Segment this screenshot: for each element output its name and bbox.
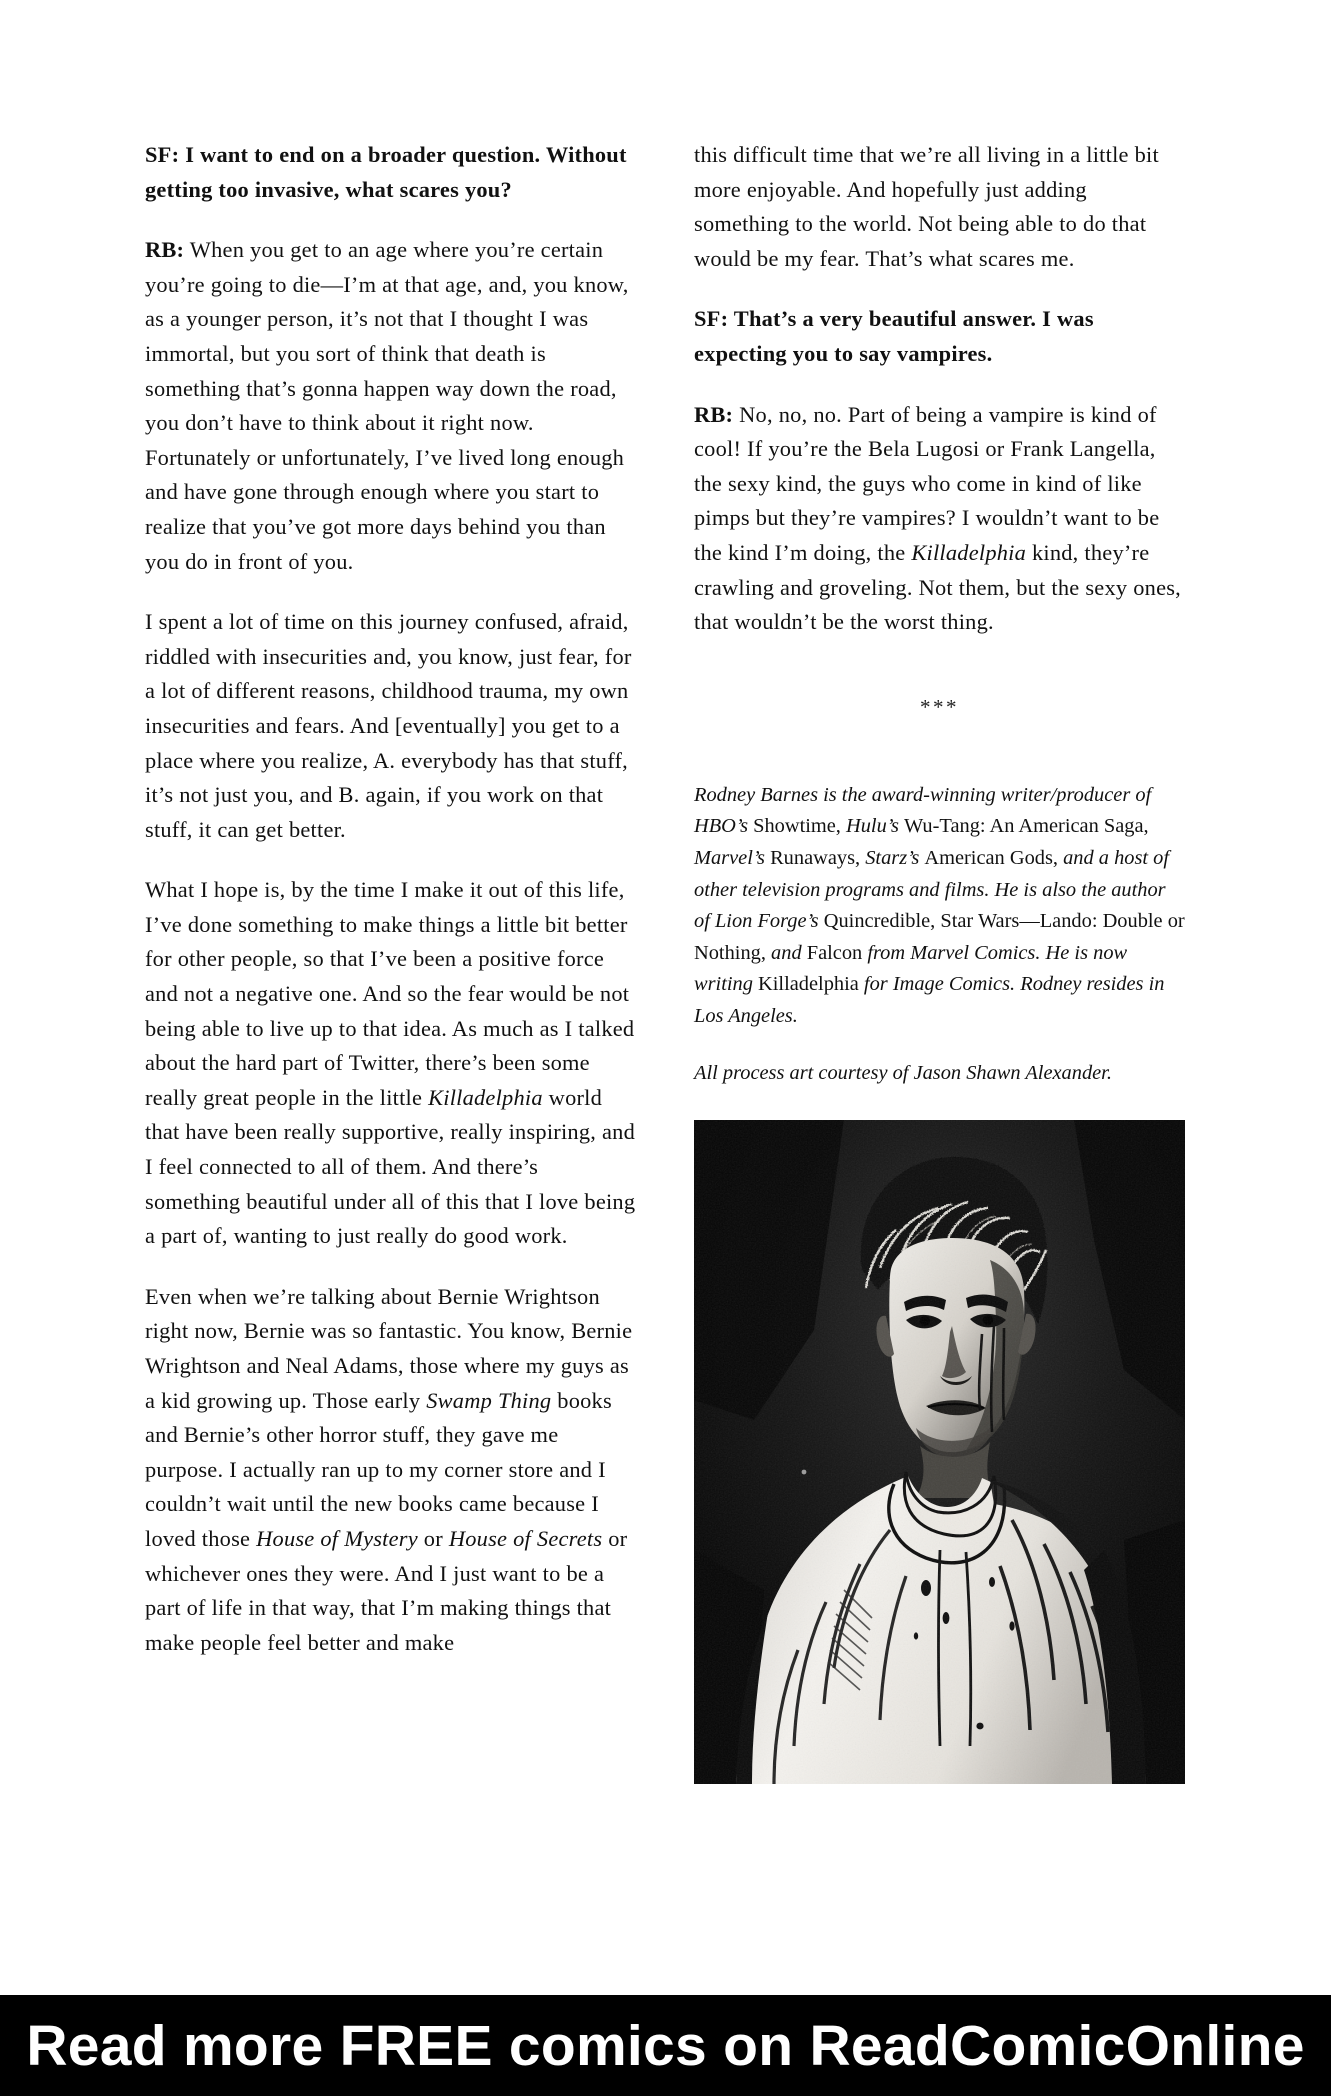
bio-segment-9: Quincredible, Star Wars—Lando: Double or Nothing,: [694, 910, 1185, 964]
answer-text-pre: No, no, no. Part of being a vampire is kind of cool! If you’re the Bela Lugosi or Frank Langella, the sexy kind, the guys who come in kind of like pimps but they’re vampires? I wouldn’t want to be the kind I’m doing, the: [694, 401, 1160, 565]
answer-text-pre: What I hope is, by the time I make it out of this life, I’ve done something to make things a little bit better for other people, so that I’ve been a positive force and not a negative one. And so the fear would be not being able to live up to that idea. As much as I talked about the hard part of Twitter, there’s been some really great people in the little: [145, 877, 635, 1110]
answer-text-mid-2: or: [417, 1525, 449, 1551]
author-bio: [694, 780, 1185, 1033]
bio-segment-4: Marvel’s: [694, 846, 771, 869]
read-comic-online-banner[interactable]: [0, 1995, 1331, 2096]
answer-continued-difficult-time: this difficult time that we’re all living in a little bit more enjoyable. And hopefully just adding something to the world. Not being able to do that would be my fear. That’s what scares me.: [694, 142, 1159, 271]
answer-bernie-wrightson: [145, 1280, 636, 1661]
bio-segment-6: Starz’s: [865, 846, 925, 869]
answer-text: When you get to an age where you’re certain you’re going to die—I’m at that age, and, you know, as a younger person, it’s not that I thought I was immortal, but you sort of think that death is something that’s gonna happen way down the road, you don’t have to think about it right now. Fortunately or unfortunately, I’ve lived long enough and have gone through enough where you start to realize that you’ve got more days behind you than you do in front of you.: [145, 237, 629, 574]
bio-segment-0: Rodney Barnes is the award-winning writer/producer of HBO’s: [694, 783, 1152, 838]
answer-text-mid-1: books and Bernie’s other horror stuff, they gave me purpose. I actually ran up to my corner store and I couldn’t wait until the new books came because I loved those: [145, 1387, 612, 1551]
bio-segment-3: Wu-Tang: An American Saga,: [904, 815, 1149, 838]
bio-segment-8: and a host of other television programs and films. He is also the author of Lion Forge’s: [694, 846, 1170, 933]
section-divider-asterisks: ***: [919, 694, 960, 719]
bio-segment-12: from Marvel Comics. He is now writing: [694, 941, 1128, 996]
bio-segment-10: and: [771, 941, 807, 964]
title-house-of-mystery: House of Mystery: [256, 1525, 418, 1551]
portrait-illustration: [694, 1120, 1185, 1784]
title-killadelphia: Killadelphia: [911, 539, 1027, 565]
bio-segment-7: American Gods,: [924, 846, 1064, 869]
process-art-portrait: [694, 1120, 1185, 1784]
right-column: [694, 138, 1185, 1928]
question-broader-question: SF: I want to end on a broader question. Without getting too invasive, what scares you?: [145, 142, 627, 202]
left-column: [145, 138, 636, 1928]
speaker-label-rb: RB:: [694, 401, 734, 427]
title-swamp-thing: Swamp Thing: [426, 1387, 552, 1413]
answer-text-post: kind, they’re crawling and groveling. Not them, but the sexy ones, that wouldn’t be the worst thing.: [694, 539, 1182, 635]
bio-segment-11: Falcon: [806, 941, 868, 964]
art-credit-line: All process art courtesy of Jason Shawn Alexander.: [694, 1062, 1112, 1085]
bio-segment-13: Killadelphia: [758, 973, 864, 996]
answer-text-pre: Even when we’re talking about Bernie Wrightson right now, Bernie was so fantastic. You know, Bernie Wrightson and Neal Adams, those where my guys as a kid growing up. Those early: [145, 1283, 633, 1413]
answer-what-i-hope: [145, 873, 636, 1254]
answer-text-post: world that have been really supportive, really inspiring, and I feel connected to all of them. And there’s something beautiful under all of this that I love being a part of, wanting to just really do good work.: [145, 1084, 636, 1249]
title-house-of-secrets: House of Secrets: [448, 1525, 603, 1551]
banner-label: Read more FREE comics on ReadComicOnline: [26, 2013, 1305, 2078]
answer-certain-to-die: [145, 233, 636, 579]
bio-segment-1: Showtime,: [753, 815, 847, 838]
bio-segment-5: Runaways,: [770, 846, 866, 869]
answer-text-post: or whichever ones they were. And I just want to be a part of life in that way, that I’m making things that make people feel better and make: [145, 1525, 628, 1655]
answer-vampires: [694, 398, 1185, 640]
bio-segment-14: for Image Comics. Rodney resides in Los Angeles.: [694, 973, 1165, 1027]
two-column-body: [145, 138, 1185, 1928]
paper-grain: [694, 1120, 1185, 1784]
question-beautiful-answer: SF: That’s a very beautiful answer. I was expecting you to say vampires.: [694, 306, 1094, 366]
bio-segment-2: Hulu’s: [846, 815, 904, 838]
answer-journey-confused: I spent a lot of time on this journey confused, afraid, riddled with insecurities and, you know, just fear, for a lot of different reasons, childhood trauma, my own insecurities and fears. And [eventually] you get to a place where you realize, A. everybody has that stuff, it’s not just you, and B. again, if you work on that stuff, it can get better.: [145, 609, 632, 842]
title-killadelphia: Killadelphia: [428, 1084, 543, 1110]
speaker-label-rb: RB:: [145, 237, 185, 263]
